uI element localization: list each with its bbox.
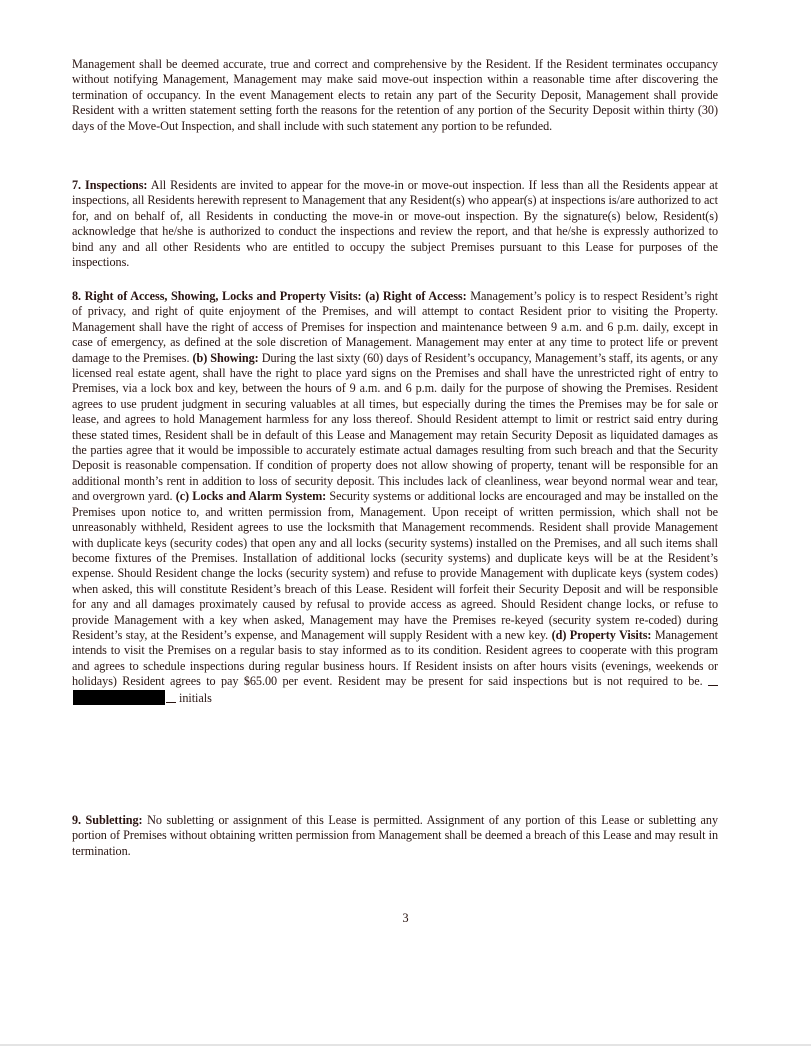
section-heading: 8. Right of Access, Showing, Locks and Property Visits: (a) Right of Access: bbox=[72, 289, 467, 303]
paragraph-text: Management shall be deemed accurate, true and correct and comprehensive by the Resident. If the Resident terminates occupancy without notifying Management, Management may make said move-out inspection within a reasonable time after discovering the termination of occupancy. In the event Management elects to retain any part of the Security Deposit, Management shall provide Resident with a written statement setting forth the reasons for the retention of any portion of the Security Deposit within thirty (30) days of the Move-Out Inspection, and shall include with such statement any portion to be refunded. bbox=[72, 57, 718, 133]
section-8-access bbox=[72, 289, 718, 706]
initials-label: initials bbox=[179, 690, 212, 705]
section-body-c: Security systems or additional locks are encouraged and may be installed on the Premises upon notice to, and written permission from, Management. Upon receipt of written permission, which shall not be unreasonably withheld, Resident agrees to use the locksmith that Management recommends. Resident shall provide Management with duplicate keys (security codes) that open any and all locks (security systems) installed on the Premises, and all such items shall become fixtures of the Premises. Installation of additional locks (security systems) and duplicate keys will be at the Resident’s expense. Should Resident change the locks (security system) and refuse to provide Management with duplicate keys (system codes) when asked, this will constitute Resident’s breach of this Lease. Resident will forfeit their Security Deposit and will be responsible for any and all damages proximately caused by refusal to provide access as agreed. Should Resident change locks, or refuse to provide Management with a key when asked, Management may have the Premises re-keyed (security system re-coded) during Resident’s stay, at the Resident’s expense, and Management will supply Resident with a new key. bbox=[72, 489, 718, 642]
section-body-a: Management’s policy is to respect Resident’s right of privacy, and right of quite enjoyment of the Premises, and will attempt to contact Resident prior to visiting the Property. Management shall have the right of access of Premises for inspection and maintenance between 9 a.m. and 6 p.m. daily, except in case of emergency, as defined at the sole discretion of Management. Management may enter at any time to protect life or prevent damage to the Premises. bbox=[72, 289, 718, 365]
section-heading: 7. Inspections: bbox=[72, 178, 148, 192]
section-heading: 9. Subletting: bbox=[72, 813, 143, 827]
paragraph-move-out-continuation bbox=[72, 57, 718, 134]
page-edge bbox=[0, 1044, 811, 1046]
initials-blank-line bbox=[708, 674, 718, 686]
section-body: No subletting or assignment of this Lease is permitted. Assignment of any portion of this Lease or subletting any portion of Premises without obtaining written permission from Management shall be deemed a breach of this Lease and may result in termination. bbox=[72, 813, 718, 858]
initials-blank-line-end bbox=[166, 691, 176, 703]
subsection-heading-locks: (c) Locks and Alarm System: bbox=[175, 489, 327, 504]
subsection-heading-visits: (d) Property Visits: bbox=[551, 627, 652, 642]
section-9-subletting bbox=[72, 813, 718, 859]
section-body-d: Management intends to visit the Premises on a regular basis to stay informed as to its condition. Resident agrees to cooperate with this program and agrees to schedule inspections during regular business hours. If Resident insists on after hours visits (evenings, weekends or holidays) Resident agrees to pay $65.00 per event. Resident may be present for said inspections but is not required to be. bbox=[72, 627, 719, 689]
page-number: 3 bbox=[402, 911, 409, 925]
section-7-inspections bbox=[72, 178, 718, 270]
redaction-box bbox=[73, 690, 165, 705]
subsection-heading-showing: (b) Showing: bbox=[192, 350, 259, 365]
section-body: All Residents are invited to appear for the move-in or move-out inspection. If less than all the Residents appear at inspections, all Residents herewith represent to Management that any Resident(s) who appear(s) at inspections is/are authorized to act for, and on behalf of, all Residents in conducting the move-in or move-out inspection. By the signature(s) below, Resident(s) acknowledge that he/she is authorized to conduct the inspections and review the report, and that he/she is expressly authorized to bind any and all other Residents who are entitled to occupy the subject Premises pursuant to this Lease for purposes of the inspections. bbox=[72, 178, 718, 270]
section-body-b: During the last sixty (60) days of Resident’s occupancy, Management’s staff, its agents, or any licensed real estate agent, shall have the right to place yard signs on the Premises and shall have the unrestricted right of entry to Premises, via a lock box and key, between the hours of 9 a.m. and 6 p.m. daily for the purpose of showing the Premises. Resident agrees to use prudent judgment in securing valuables at all times, but especially during the times the Premises may be for sale or lease, and agrees to hold Management harmless for any loss thereof. Should Resident attempt to limit or restrict said entry during these stated times, Resident shall be in default of this Lease and Management may retain Security Deposit as liquidated damages as the parties agree that it would be impossible to accurately estimate actual damages resulting from such breach and that the Security Deposit is reasonable compensation. If condition of property does not allow showing of property, tenant will be responsible for an additional month’s rent in addition to loss of security deposit. This includes lack of cleanliness, wear beyond normal wear and tear, and overgrown yard. bbox=[72, 350, 718, 504]
